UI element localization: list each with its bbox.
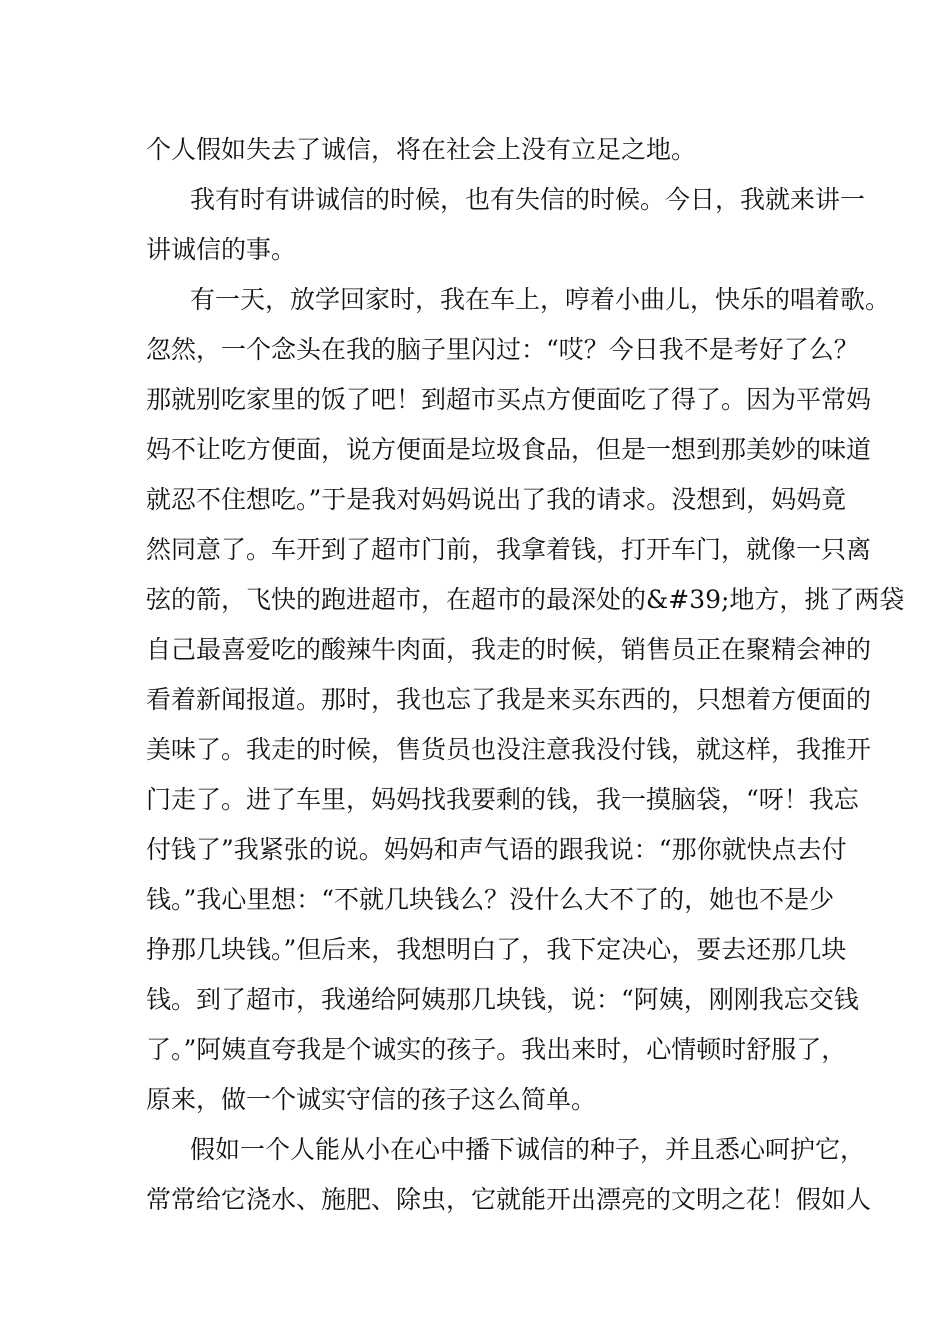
text-line: 假如一个人能从小在心中播下诚信的种子，并且悉心呵护它， — [190, 1135, 866, 1164]
text-line: 钱。”我心里想：“不就几块钱么？没什么大不了的，她也不是少 — [146, 885, 835, 914]
text-line: 妈不让吃方便面，说方便面是垃圾食品，但是一想到那美妙的味道 — [146, 435, 872, 464]
text-line: 我有时有讲诚信的时候，也有失信的时候。今日，我就来讲一 — [190, 185, 866, 214]
text-line: 钱。到了超市，我递给阿姨那几块钱，说：“阿姨，刚刚我忘交钱 — [146, 985, 859, 1014]
text-line: 挣那几块钱。”但后来，我想明白了，我下定决心，要去还那几块 — [146, 935, 847, 964]
text-line: 个人假如失去了诚信，将在社会上没有立足之地。 — [146, 135, 697, 164]
text-line: 忽然，一个念头在我的脑子里闪过：“哎？今日我不是考好了么？ — [146, 335, 859, 364]
text-line: 门走了。进了车里，妈妈找我要剩的钱，我一摸脑袋，“呀！我忘 — [146, 785, 859, 814]
text-line: 有一天，放学回家时，我在车上，哼着小曲儿，快乐的唱着歌。 — [190, 285, 891, 314]
text-line: 看着新闻报道。那时，我也忘了我是来买东西的，只想着方便面的 — [146, 685, 872, 714]
text-line: 讲诚信的事。 — [146, 235, 297, 264]
text-line: 原来，做一个诚实守信的孩子这么简单。 — [146, 1085, 597, 1114]
text-line: 那就别吃家里的饭了吧！到超市买点方便面吃了得了。因为平常妈 — [146, 385, 872, 414]
text-line: 就忍不住想吃。”于是我对妈妈说出了我的请求。没想到，妈妈竟 — [146, 485, 847, 514]
text-line: 弦的箭，飞快的跑进超市，在超市的最深处的&#39;地方，挑了两袋 — [146, 585, 905, 614]
text-line: 付钱了”我紧张的说。妈妈和声气语的跟我说：“那你就快点去付 — [146, 835, 847, 864]
text-line: 美味了。我走的时候，售货员也没注意我没付钱，就这样，我推开 — [146, 735, 872, 764]
text-line: 然同意了。车开到了超市门前，我拿着钱，打开车门，就像一只离 — [146, 535, 872, 564]
text-line: 了。”阿姨直夸我是个诚实的孩子。我出来时，心情顿时舒服了， — [146, 1035, 847, 1064]
text-line: 自己最喜爱吃的酸辣牛肉面，我走的时候，销售员正在聚精会神的 — [146, 635, 872, 664]
text-line: 常常给它浇水、施肥、除虫，它就能开出漂亮的文明之花！假如人 — [146, 1185, 872, 1214]
